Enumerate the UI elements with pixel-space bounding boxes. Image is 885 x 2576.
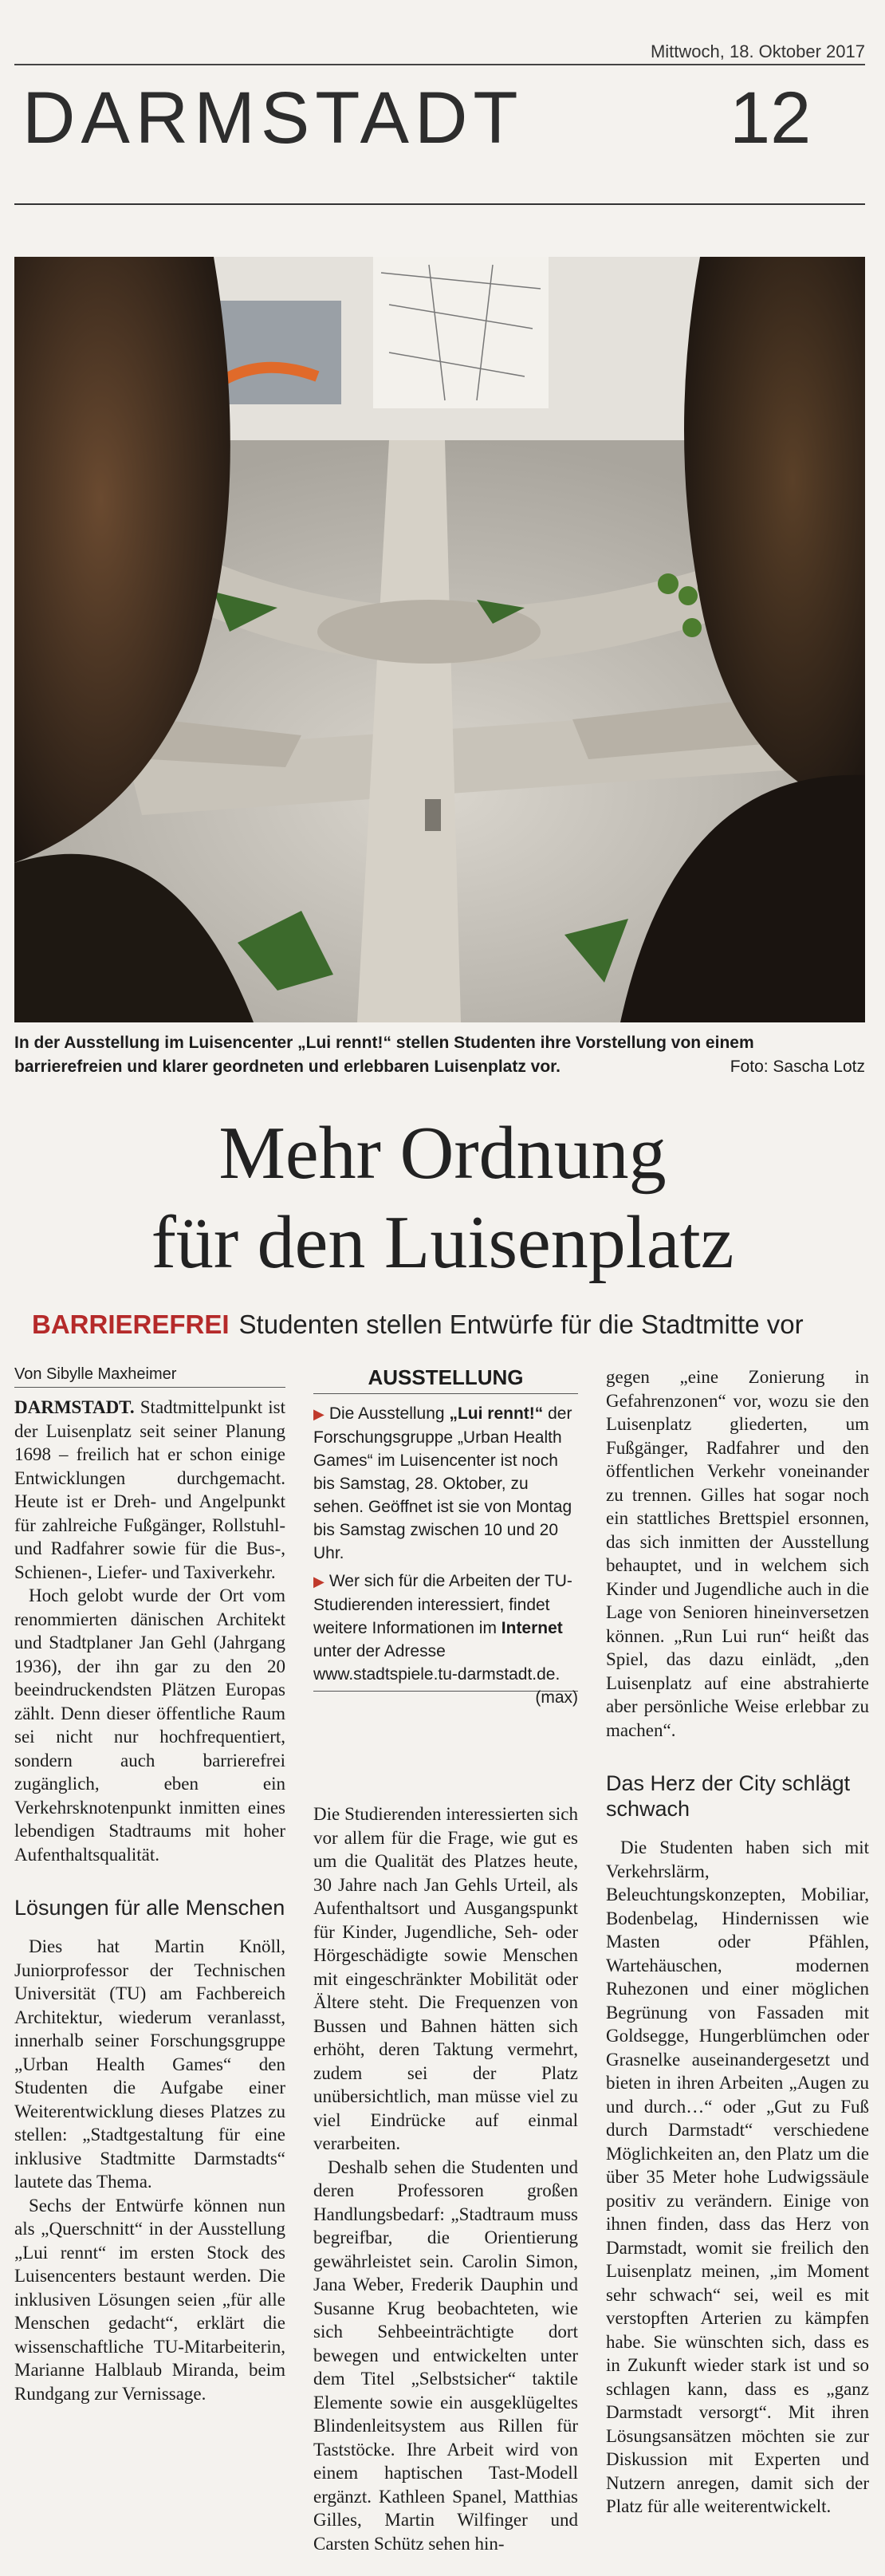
info-item-2: ▶ Wer sich für die Arbeiten der TU-Studierenden interessiert, findet weitere Informationen im Internet unter der Adresse www.stadtspiele.tu-darmstadt.de. (max) [313, 1570, 578, 1686]
kicker: BARRIEREFREI [32, 1310, 230, 1339]
caption-text: In der Ausstellung im Luisencenter „Lui rennt!“ stellen Studenten ihre Vorstellung von einem barrierefreien und klarer geordneten und erlebbaren Luisenplatz vor. [14, 1034, 754, 1076]
page-number: 12 [730, 77, 812, 159]
paragraph: Die Studierenden interessierten sich vor allem für die Frage, wie gut es um die Qualität des Platzes heute, 30 Jahre nach Jan Gehls Urteil, als Aufenthaltsort und Ausgangspunkt für Kinder, Jugendliche, Seh- oder Hörgeschädigte sowie Menschen mit eingeschränkter Mobilität oder Ältere steht. Die Frequenzen von Bussen und Bahnen hätten sich erhöht, deren Taktung vermehrt, zudem sei der Platz unübersichtlich, man müsse viel zu viel Eindrücke auf einmal verarbeiten. [313, 1804, 578, 2153]
paragraph: Dies hat Martin Knöll, Juniorprofessor der Technischen Universität (TU) am Fachbereich Architektur, wiederum veranlasst, innerhalb seiner Forschungsgruppe „Urban Health Games“ den Studenten die Aufgabe einer Weiterentwicklung dieses Platzes zu stellen: „Stadtgestaltung für eine inklusive Stadtmitte Darmstadts“ lautete das Thema. [14, 1936, 285, 2192]
article-photo [14, 257, 865, 1022]
column-2 [313, 1802, 578, 2555]
kicker-line [32, 1310, 877, 1340]
section-title: DARMSTADT [22, 77, 524, 159]
issue-date: Mittwoch, 18. Oktober 2017 [650, 41, 865, 61]
top-rule [14, 64, 865, 65]
triangle-bullet-icon: ▶ [313, 1574, 324, 1589]
subheading: Lösungen für alle Menschen [14, 1896, 285, 1920]
article-headline [0, 1109, 885, 1287]
photo-credit: Foto: Sascha Lotz [730, 1058, 865, 1076]
info-box-title: AUSSTELLUNG [313, 1365, 578, 1394]
byline: Von Sibylle Maxheimer [14, 1365, 285, 1388]
dateline-city: DARMSTADT. [14, 1397, 135, 1417]
headline-line-2: für den Luisenplatz [151, 1201, 734, 1284]
paragraph: Hoch gelobt wurde der Ort vom renommierten dänischen Architekt und Stadtplaner Jan Gehl (Jahrgang 1936), der ihn gar zu den 20 beeindruckendsten Plätzen Europas zählt. Denn dieser öffentliche Raum sei nicht nur hochfrequentiert, sondern auch barrierefrei zugänglich, eben ein Verkehrsknotenpunkt inmitten eines lebendigen Stadtraums mit hoher Aufenthaltsqualität. [14, 1585, 285, 1865]
paragraph: Sechs der Entwürfe können nun als „Querschnitt“ in der Ausstellung „Lui rennt“ im ersten Stock des Luisencenters bestaunt werden. Die inklusiven Lösungen seien „für alle Menschen gedacht“, erklärt die wissenschaftliche TU-Mitarbeiterin, Marianne Halblaub Miranda, beim Rundgang zur Vernissage. [14, 2195, 285, 2404]
triangle-bullet-icon: ▶ [313, 1406, 324, 1422]
paragraph: gegen „eine Zonierung in Gefahrenzonen“ vor, wozu sie den Luisenplatz gliederten, um Fußgänger, Radfahrer und den öffentlichen Verkehr voneinander zu trennen. Gilles hat sogar noch ein stattliches Brettspiel ersonnen, das sich inmitten der Ausstellung behauptet, und in welchem sich Kinder und Jugendliche auch in die Lage von Senioren hineinversetzen können. „Run Lui run“ heißt das Spiel, das dazu einlädt, „den Luisenplatz auf eine abstrahierte aber persönliche Weise erlebbar zu machen“. [606, 1367, 869, 1740]
luisenplatz-model-photo [14, 257, 865, 1022]
paragraph: Die Studenten haben sich mit Verkehrslärm, Beleuchtungskonzepten, Mobiliar, Bodenbelag, Hindernissen wie Masten oder Pfählen, Wartehäuschen, modernen Ruhezonen und einer möglichen Begrünung von Fassaden mit Goldsegge, Hungerblümchen oder Grasnelke auseinandergesetzt und bieten in ihren Arbeiten „Augen zu und durch…“ oder „Gut zu Fuß durch Darmstadt“ verschiedene Möglichkeiten an, den Platz um die über 35 Meter hohe Ludwigssäule positiv zu verändern. Einige von ihnen finden, dass das Herz von Darmstadt, womit sie freilich den Luisenplatz meinen, „im Moment sehr schwach“ sei, weil es mit verstopften Arterien zu kämpfen habe. Sie wünschten sich, dass es in Zukunft wieder stark ist und so schlagen kann, dass es „ganz Darmstadt versorgt“. Mit ihren Lösungsansätzen möchten sie zur Diskussion mit Experten und Nutzern anregen, damit sich der Platz für alle weiterentwickelt. [606, 1837, 869, 2516]
deck: Studenten stellen Entwürfe für die Stadtmitte vor [238, 1310, 804, 1339]
info-box [313, 1365, 578, 1709]
section-rule [14, 203, 865, 205]
column-3 [606, 1365, 869, 2519]
photo-caption [14, 1031, 865, 1079]
headline-line-1: Mehr Ordnung [218, 1112, 667, 1195]
paragraph: DARMSTADT. Stadtmittelpunkt ist der Luisenplatz seit seiner Planung 1698 – freilich hat er schon einige Entwicklungen durchgemacht. Heute ist er Dreh- und Angelpunkt für zahlreiche Fußgänger, Rollstuhl- und Radfahrer sowie für die Bus-, Schienen-, Liefer- und Taxiverkehr. [14, 1397, 286, 1582]
info-box-author: (max) [535, 1688, 578, 1707]
column-1 [14, 1396, 285, 2405]
subheading: Das Herz der City schlägt schwach [606, 1771, 851, 1821]
paragraph: Deshalb sehen die Studenten und deren Professoren großen Handlungsbedarf: „Stadtraum muss begreifbar, die Orientierung gewährleistet sein. Carolin Simon, Jana Weber, Frederik Dauphin und Susanne Krug beobachteten, wie sich Sehbeeinträchtigte dort bewegen und entwickelten unter dem Titel „Selbstsicher“ taktile Elemente sowie ein ausgeklügeltes Blindenleitsystem aus Rillen für Taststöcke. Ihre Arbeit wird von einem haptischen Tast-Modell ergänzt. Kathleen Spanel, Matthias Gilles, Martin Wilfinger und Carsten Schütz sehen hin- [313, 2157, 578, 2554]
info-item-1: ▶ Die Ausstellung „Lui rennt!“ der Forschungsgruppe „Urban Health Games“ im Luisencenter ist noch bis Samstag, 28. Oktober, zu sehen. Geöffnet ist sie von Montag bis Samstag zwischen 10 und 20 Uhr. [313, 1404, 572, 1562]
